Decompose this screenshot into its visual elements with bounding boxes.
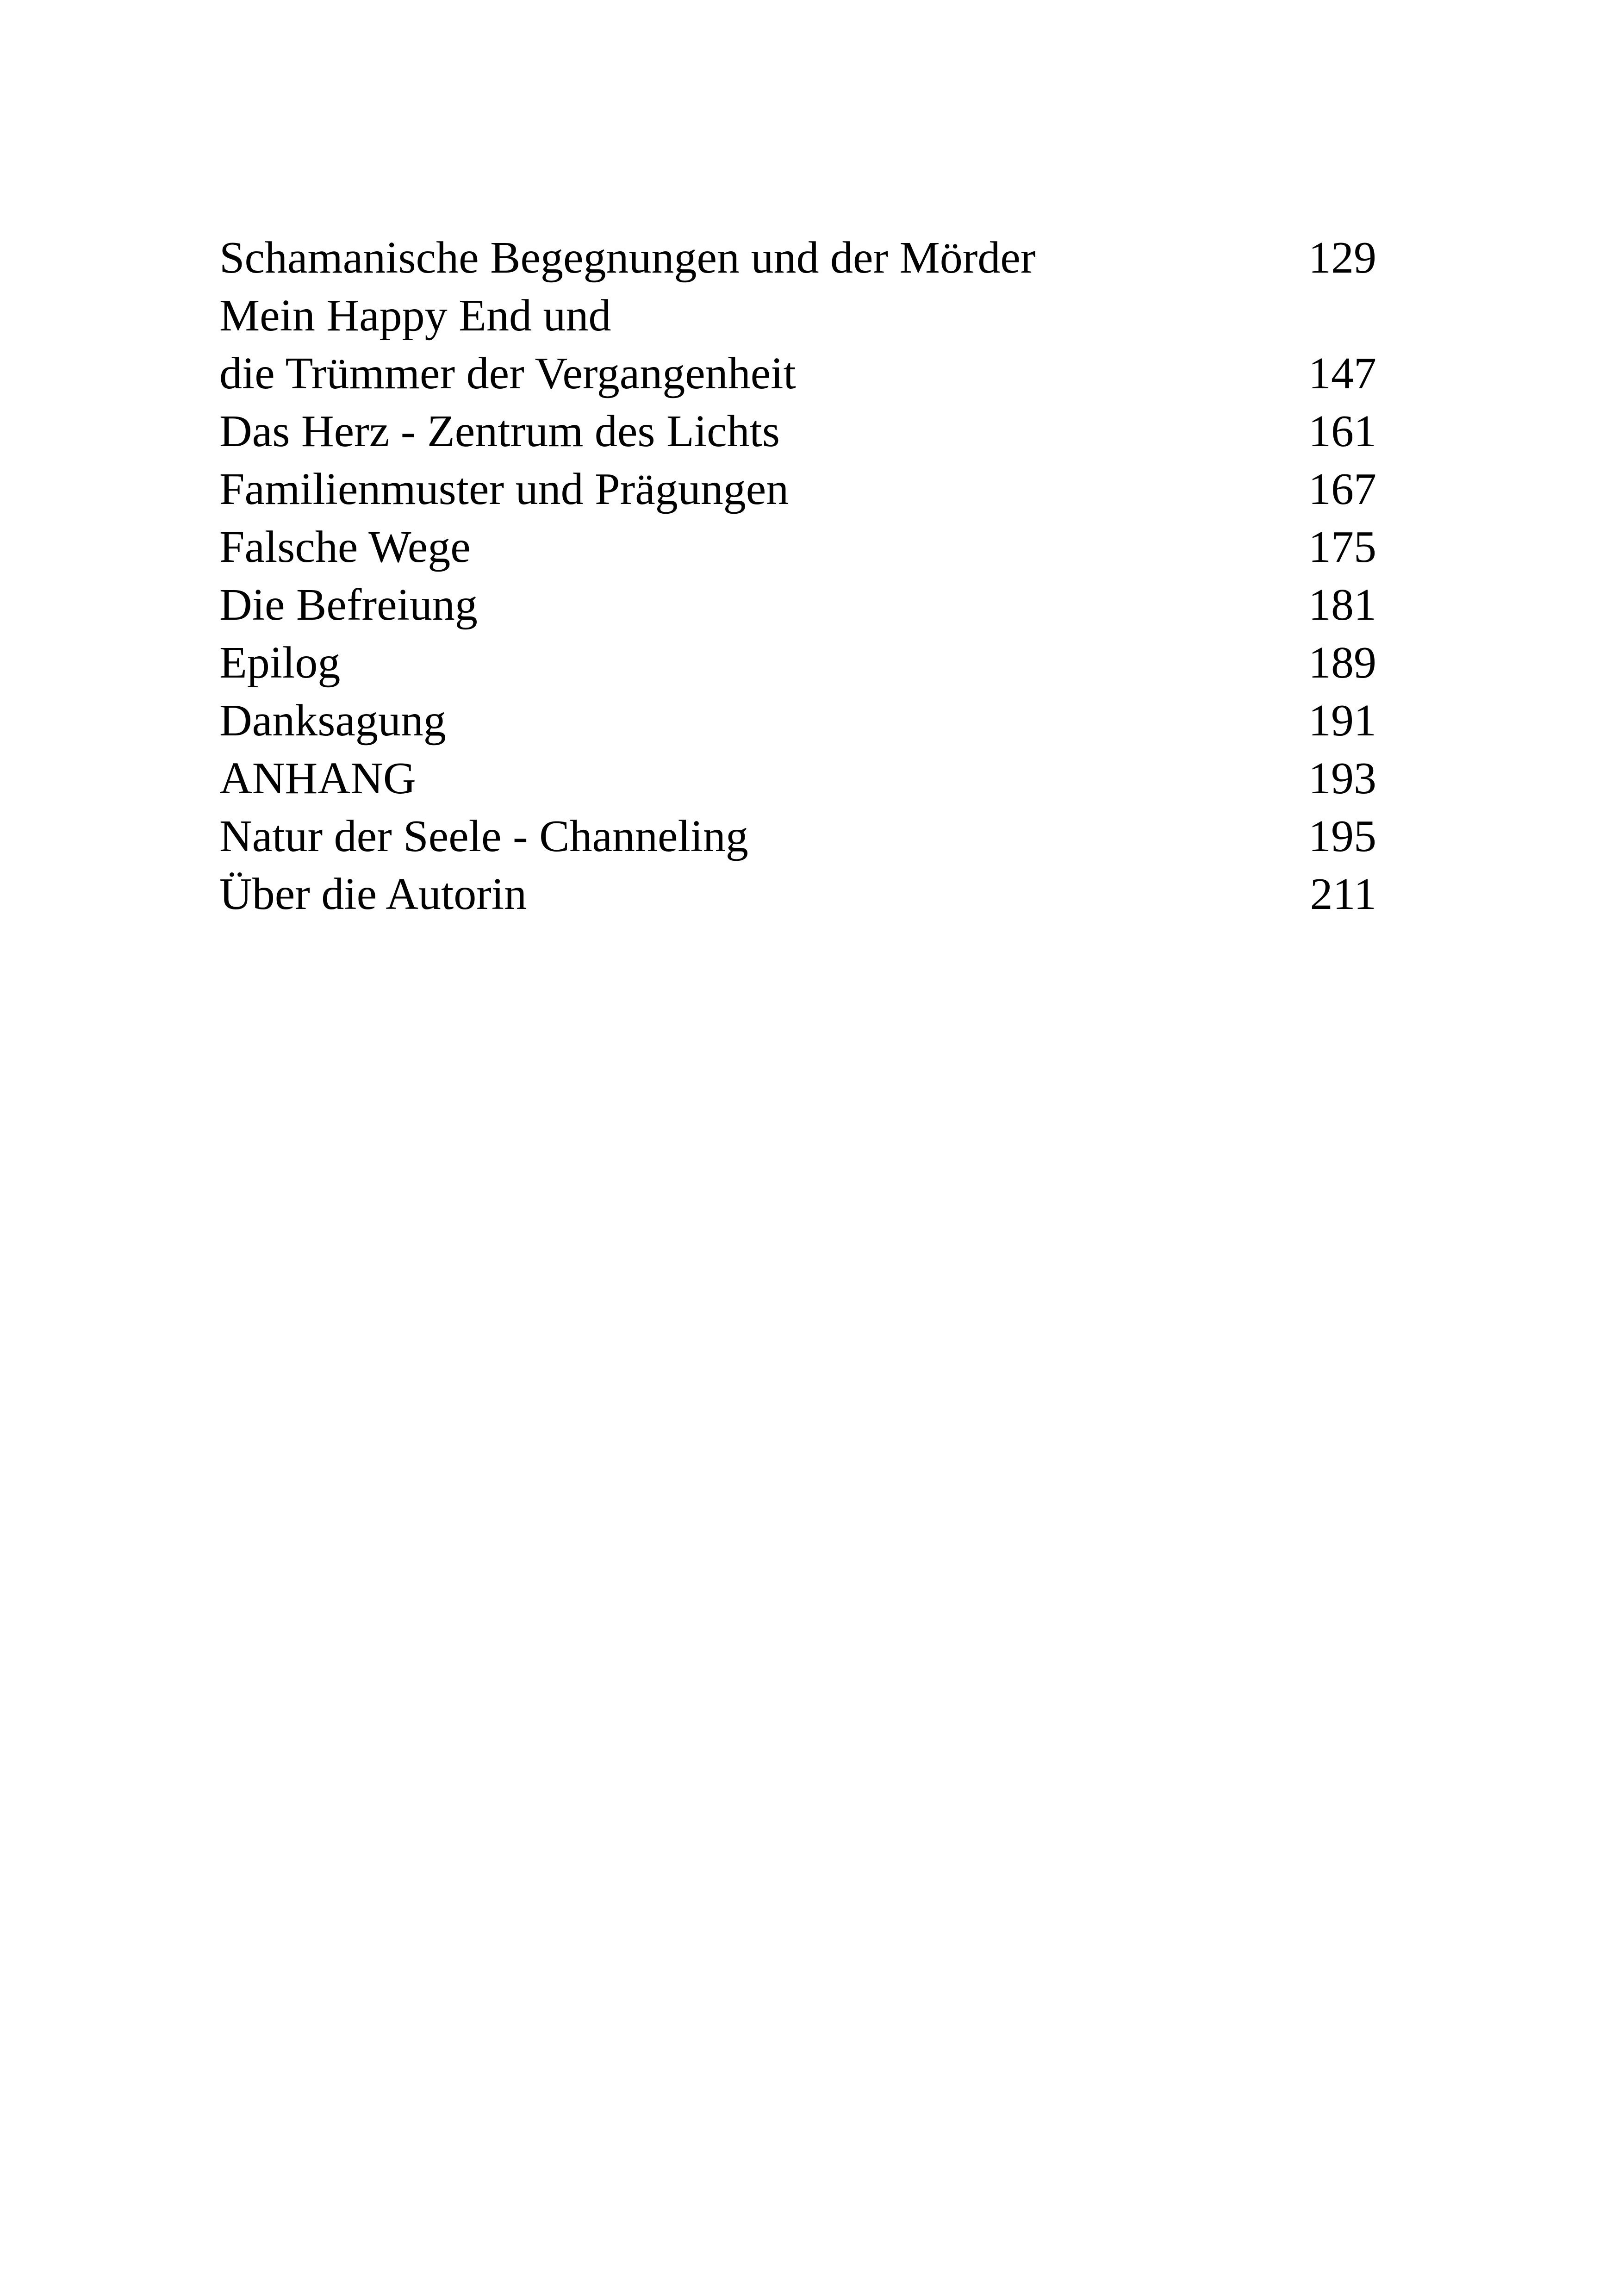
toc-entry-title: Danksagung	[219, 696, 446, 746]
toc-entry-title: Über die Autorin	[219, 869, 527, 919]
toc-entry	[219, 692, 1376, 750]
toc-entry	[219, 634, 1376, 692]
toc-entry	[219, 750, 1376, 808]
toc-entry-page: 129	[1308, 233, 1376, 283]
toc-entry	[219, 287, 1376, 345]
toc-entry	[219, 345, 1376, 403]
toc-entry-title: Schamanische Begegnungen und der Mörder	[219, 233, 1036, 283]
toc-entry-title: Falsche Wege	[219, 522, 471, 572]
toc-entry	[219, 808, 1376, 865]
toc-entry	[219, 518, 1376, 576]
toc-entry-title: Mein Happy End und	[219, 291, 611, 341]
toc-entry-title: Epilog	[219, 638, 341, 688]
toc-entry	[219, 576, 1376, 634]
toc-entry-page: 147	[1308, 348, 1376, 398]
toc-entry-page: 193	[1308, 753, 1376, 803]
table-of-contents	[219, 229, 1376, 923]
toc-entry-page: 191	[1308, 696, 1376, 746]
toc-entry	[219, 403, 1376, 460]
toc-entry	[219, 229, 1376, 287]
toc-entry-page: 211	[1310, 869, 1376, 919]
toc-entry-page: 189	[1308, 638, 1376, 688]
toc-entry-title: ANHANG	[219, 753, 416, 803]
toc-entry-title: Natur der Seele - Channeling	[219, 811, 748, 861]
toc-entry-page: 195	[1308, 811, 1376, 861]
toc-entry	[219, 460, 1376, 518]
toc-entry-title: Familienmuster und Prägungen	[219, 464, 789, 514]
toc-entry-page: 181	[1308, 580, 1376, 630]
toc-entry-title: Das Herz - Zentrum des Lichts	[219, 406, 780, 456]
toc-entry-page: 161	[1308, 406, 1376, 456]
toc-entry-title: die Trümmer der Vergangenheit	[219, 348, 796, 398]
toc-entry	[219, 865, 1376, 923]
toc-entry-page: 167	[1308, 464, 1376, 514]
toc-entry-title: Die Befreiung	[219, 580, 478, 630]
toc-entry-page: 175	[1308, 522, 1376, 572]
